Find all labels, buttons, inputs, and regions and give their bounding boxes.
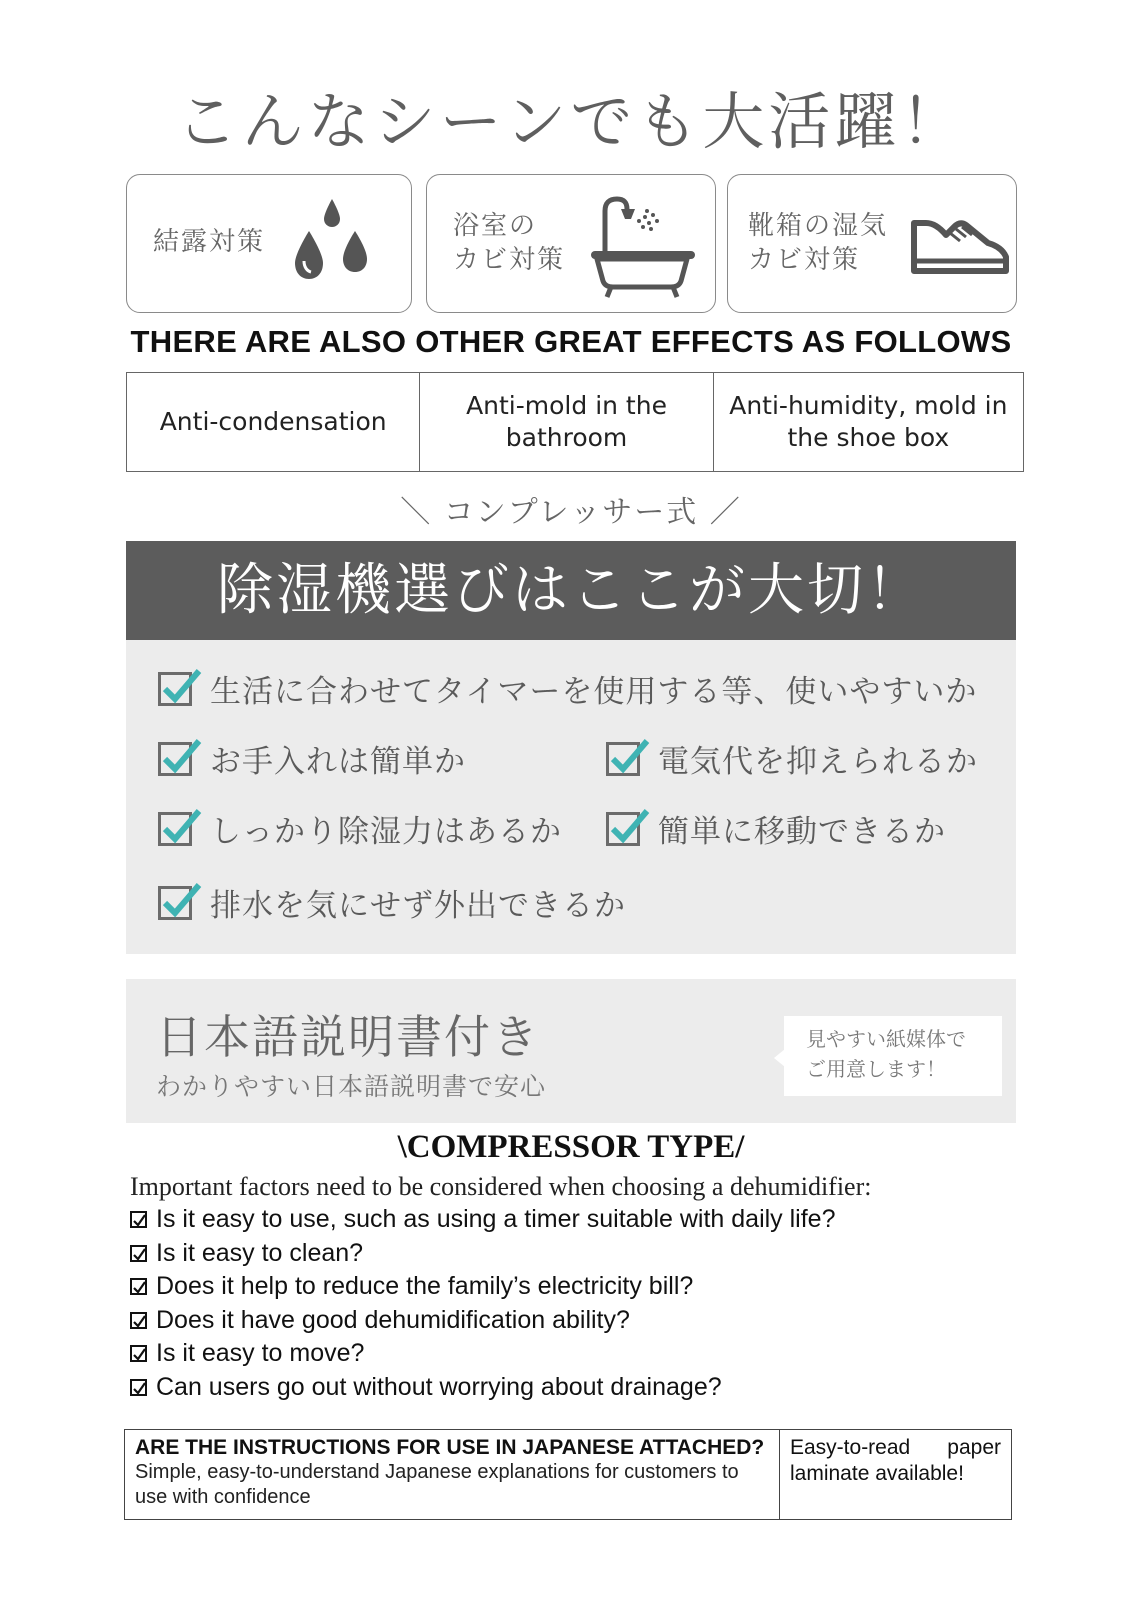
factors-intro: Important factors need to be considered when choosing a dehumidifier: bbox=[130, 1172, 872, 1201]
effects-cell: Anti-humidity, mold in the shoe box bbox=[729, 391, 1008, 452]
checklist-item bbox=[606, 806, 946, 851]
instructions-heading: ARE THE INSTRUCTIONS FOR USE IN JAPANESE ATTACHED? bbox=[135, 1436, 765, 1459]
checkbox-icon bbox=[130, 1379, 147, 1396]
checkmark-icon bbox=[606, 742, 640, 776]
manual-title: 日本語説明書付き bbox=[156, 1010, 540, 1064]
factor-list bbox=[130, 1203, 836, 1404]
instructions-body: Simple, easy-to-understand Japanese explanations for customers to use with confidence bbox=[135, 1461, 739, 1508]
sneaker-icon bbox=[910, 213, 1010, 283]
factor-text: Is it easy to use, such as using a timer suitable with daily life? bbox=[156, 1205, 836, 1233]
checkbox-icon bbox=[130, 1278, 147, 1295]
checklist-item bbox=[158, 880, 626, 925]
checkmark-icon bbox=[158, 812, 192, 846]
compressor-type-heading: \COMPRESSOR TYPE/ bbox=[397, 1129, 745, 1165]
instructions-cell bbox=[125, 1430, 780, 1519]
checklist-text: 生活に合わせてタイマーを使用する等、使いやすいか bbox=[210, 674, 978, 710]
checklist-text: 簡単に移動できるか bbox=[658, 814, 946, 850]
checklist-text: 排水を気にせず外出できるか bbox=[210, 888, 626, 924]
speech-bubble: 見やすい紙媒体で ご用意します！ bbox=[784, 1016, 1002, 1096]
list-item bbox=[130, 1270, 836, 1304]
compressor-type-jp: ＼ コンプレッサー式 ／ bbox=[400, 495, 742, 530]
factor-text: Is it easy to move? bbox=[156, 1339, 365, 1367]
manual-panel bbox=[126, 979, 1016, 1123]
checkbox-icon bbox=[130, 1211, 147, 1228]
scene-card-bathroom bbox=[426, 174, 716, 313]
effects-heading: THERE ARE ALSO OTHER GREAT EFFECTS AS FOLLOWS bbox=[130, 324, 1012, 359]
checkmark-icon bbox=[158, 886, 192, 920]
water-drops-icon bbox=[287, 197, 387, 289]
effects-cell: Anti-mold in the bathroom bbox=[420, 373, 713, 471]
shower-bathtub-icon bbox=[587, 191, 697, 301]
effects-cell: Anti-condensation bbox=[127, 373, 420, 471]
scene-card-label: 結露対策 bbox=[153, 227, 266, 257]
scene-card-label: 浴室の カビ対策 bbox=[453, 211, 566, 275]
list-item bbox=[130, 1203, 836, 1237]
factor-text: Does it have good dehumidification ability? bbox=[156, 1305, 630, 1334]
instructions-table bbox=[124, 1429, 1012, 1520]
checkbox-icon bbox=[130, 1345, 147, 1362]
checklist-panel bbox=[126, 640, 1016, 954]
list-item bbox=[130, 1237, 836, 1271]
list-item bbox=[130, 1304, 836, 1338]
checklist-item bbox=[158, 666, 977, 711]
checkbox-icon bbox=[130, 1245, 147, 1262]
important-banner: 除湿機選びはここが大切！ bbox=[126, 541, 1016, 640]
checklist-text: 電気代を抑えられるか bbox=[658, 744, 978, 780]
paper-note: Easy-to-read paper laminate available! bbox=[790, 1436, 1001, 1485]
scene-card-shoebox bbox=[727, 174, 1017, 313]
checklist-text: お手入れは簡単か bbox=[210, 744, 466, 780]
checklist-item bbox=[158, 736, 466, 781]
manual-subtitle: わかりやすい日本語説明書で安心 bbox=[156, 1072, 547, 1101]
factor-text: Is it easy to clean? bbox=[156, 1238, 364, 1267]
factor-text: Can users go out without worrying about drainage? bbox=[156, 1372, 722, 1401]
checklist-item bbox=[606, 736, 978, 781]
checkmark-icon bbox=[158, 742, 192, 776]
checklist-text: しっかり除湿力はあるか bbox=[210, 814, 562, 850]
checkmark-icon bbox=[158, 672, 192, 706]
list-item bbox=[130, 1337, 836, 1371]
scene-card-condensation bbox=[126, 174, 412, 313]
factor-text: Does it help to reduce the family’s electricity bill? bbox=[156, 1272, 694, 1300]
checklist-item bbox=[158, 806, 562, 851]
checkbox-icon bbox=[130, 1312, 147, 1329]
list-item bbox=[130, 1371, 836, 1405]
effects-table bbox=[126, 372, 1024, 472]
checkmark-icon bbox=[606, 812, 640, 846]
page-title-jp: こんなシーンでも大活躍！ bbox=[175, 85, 967, 158]
scene-card-label: 靴箱の湿気 カビ対策 bbox=[748, 211, 889, 275]
